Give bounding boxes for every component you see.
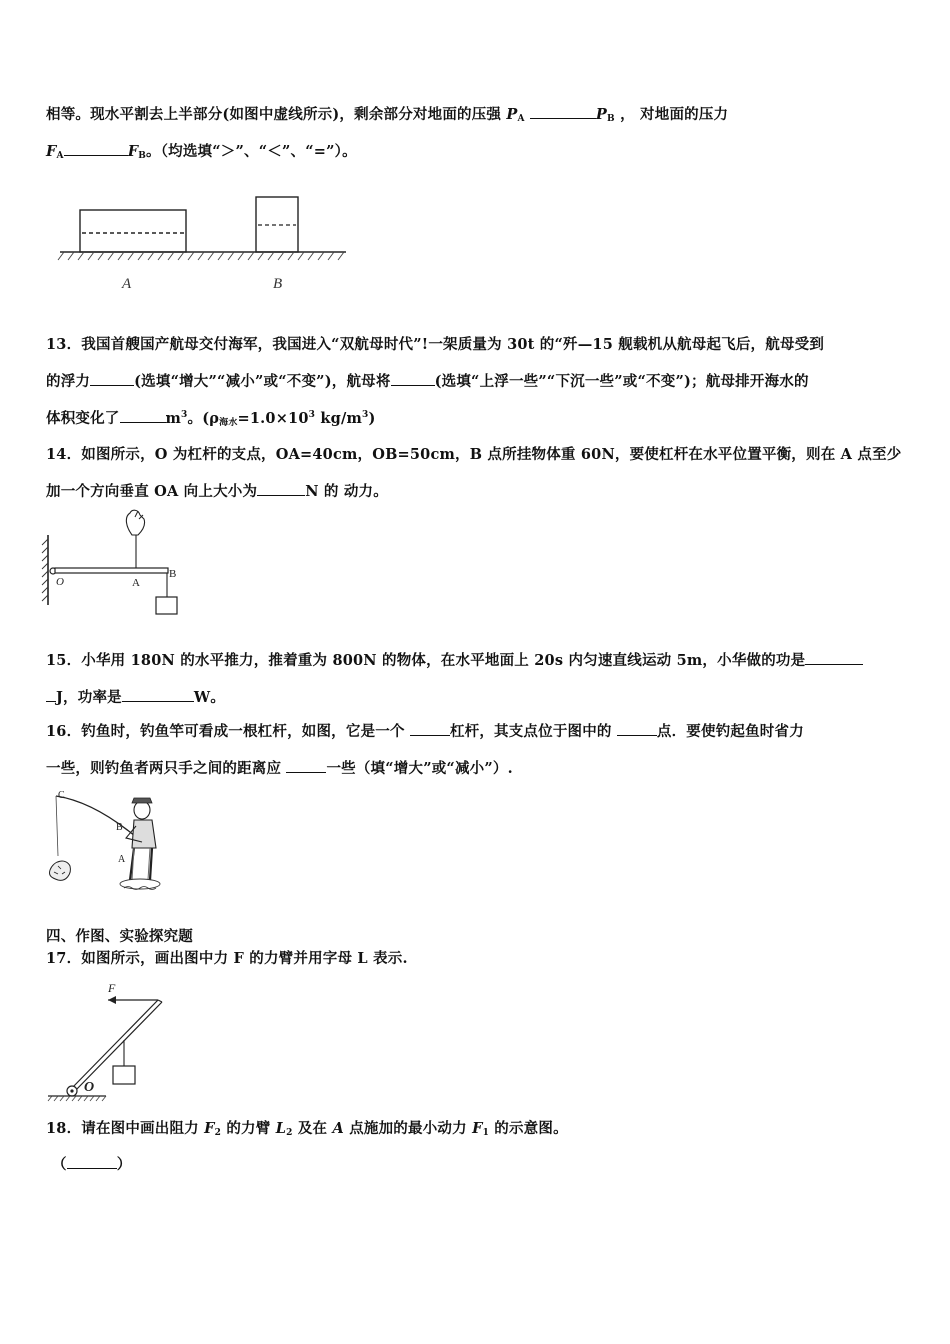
q15-line1: 15．小华用 180N 的水平推力，推着重为 800N 的物体，在水平地面上 20s 内匀速直线运动 5m，小华做的功是: [46, 649, 863, 670]
q17-line1: 17．如图所示，画出图中力 F 的力臂并用字母 L 表示.: [46, 950, 408, 967]
q17-figure: [46, 978, 176, 1103]
fisherman-body: [132, 820, 156, 848]
answer-blank[interactable]: [46, 687, 56, 702]
label-b: B: [116, 822, 123, 833]
label-a: A: [118, 854, 126, 865]
q16-line2: 一些，则钓鱼者两只手之间的距离应 一些（填“增大”或“减小”）.: [46, 760, 513, 777]
q12-figure: [60, 190, 360, 300]
symbol-fb: F: [127, 143, 139, 160]
arrow-head-icon: [108, 996, 116, 1004]
fish-icon: [49, 861, 70, 880]
answer-blank[interactable]: [67, 1154, 117, 1169]
lever-bar: [55, 568, 168, 573]
answer-blank[interactable]: [530, 104, 596, 119]
label-b: B: [273, 276, 283, 292]
label-a: A: [122, 276, 132, 292]
q12-line1: 相等。现水平割去上半部分(如图中虚线所示)，剩余部分对地面的压强 $P_A$ $P_B$ ， 对地面的压力: [46, 106, 729, 124]
q13-line3: 体积变化了 $m^3$。($\rho_{海水}=1.0\times 10^3$ $kg/m^3$): [46, 410, 376, 428]
answer-blank[interactable]: [286, 758, 326, 773]
fishing-line: [56, 796, 58, 856]
section-title: 四、作图、实验探究题: [46, 928, 193, 945]
q12-line2: $F_A$ $F_B$。（均选填“＞”、“＜”、“=”）。: [46, 143, 357, 161]
water-ripple: [120, 879, 160, 889]
answer-blank[interactable]: [64, 141, 128, 156]
ground-hatch: [48, 1096, 106, 1101]
answer-blank[interactable]: [805, 650, 863, 665]
label-c: C: [58, 790, 65, 801]
hat: [132, 798, 152, 803]
q16-figure: [46, 786, 186, 896]
answer-blank[interactable]: [410, 721, 450, 736]
q18-line1: 18．请在图中画出阻力 $F_2$ 的力臂 $L_2$ 及在 A 点施加的最小动力 $F_1$ 的示意图。: [46, 1120, 568, 1138]
label-a: A: [132, 577, 140, 589]
answer-blank[interactable]: [90, 371, 134, 386]
answer-blank[interactable]: [617, 721, 657, 736]
wall-hatch: [42, 539, 48, 601]
q14-line1: 14．如图所示，O 为杠杆的支点，OA=40cm，OB=50cm，B 点所挂物体重 60N，要使杠杆在水平位置平衡，则在 A 点至少: [46, 446, 902, 463]
label-o: O: [56, 576, 64, 588]
answer-blank[interactable]: [391, 371, 435, 386]
symbol-pb: P: [595, 106, 608, 123]
symbol-pa: P: [506, 106, 518, 123]
answer-blank[interactable]: [120, 408, 166, 423]
q16-line1: 16．钓鱼时，钓鱼竿可看成一根杠杆，如图，它是一个 杠杆，其支点位于图中的 点．要使钓起鱼时省力: [46, 723, 804, 740]
block-a: [80, 210, 186, 252]
hanging-weight: [156, 597, 177, 614]
label-f: F: [108, 981, 116, 995]
label-b: B: [169, 568, 177, 580]
hanging-weight: [113, 1066, 135, 1084]
q15-line2: J，功率是 W。: [46, 686, 225, 707]
symbol-fa: F: [46, 143, 57, 160]
hand-icon: [126, 510, 144, 535]
ground-hatch: [58, 252, 344, 260]
block-b: [256, 197, 298, 252]
answer-blank[interactable]: [122, 687, 194, 702]
q13-line1: 13．我国首艘国产航母交付海军，我国进入“双航母时代”!一架质量为 30t 的“歼—15 舰载机从航母起飞后，航母受到: [46, 336, 825, 353]
q13-line2: 的浮力 (选填“增大”“减小”或“不变”)，航母将 (选填“上浮一些”“下沉一些”或“不变”)；航母排开海水的: [46, 373, 809, 390]
answer-blank[interactable]: [257, 481, 305, 496]
q14-figure: [42, 505, 192, 615]
q14-line2: 加一个方向垂直 OA 向上大小为 N 的 动力。: [46, 483, 388, 500]
fisherman-head: [134, 801, 150, 819]
q18-answer: （ ）: [52, 1156, 132, 1173]
label-o: O: [84, 1080, 95, 1095]
